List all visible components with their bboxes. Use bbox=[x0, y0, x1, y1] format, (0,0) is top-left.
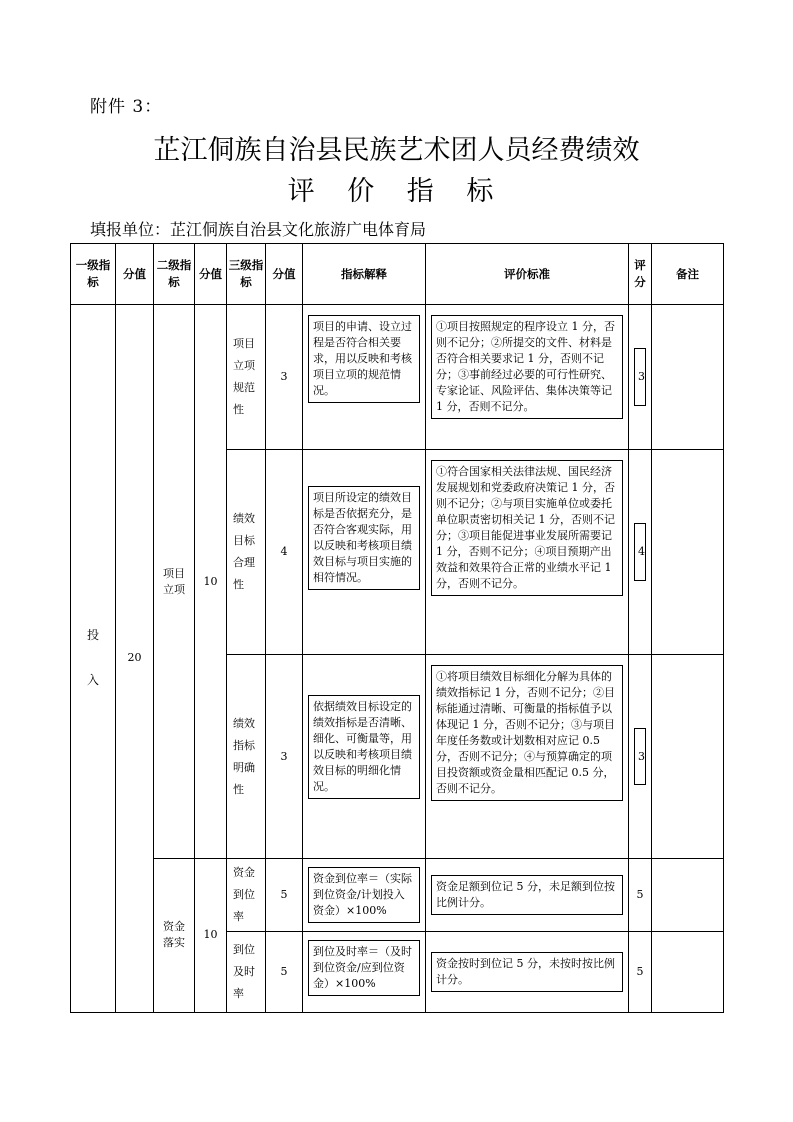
lv3-cell: 项目立项规范性 bbox=[227, 305, 266, 450]
fill-unit: 填报单位：芷江侗族自治县文化旅游广电体育局 bbox=[90, 220, 427, 239]
lv1-cell: 投 入 bbox=[71, 305, 116, 1013]
score-cell: 5 bbox=[266, 859, 303, 932]
remark-cell bbox=[652, 655, 724, 859]
rating-cell: 5 bbox=[629, 931, 652, 1012]
table-row bbox=[71, 305, 724, 450]
header-score3: 分值 bbox=[266, 244, 303, 305]
criteria-cell bbox=[426, 655, 629, 859]
lv2-cell: 项目立项 bbox=[154, 305, 195, 859]
remark-cell bbox=[652, 931, 724, 1012]
page-subtitle: 评 价 指 标 bbox=[287, 176, 506, 207]
evaluation-table bbox=[70, 243, 724, 1013]
remark-cell bbox=[652, 450, 724, 655]
criteria-text: 资金按时到位记 5 分，未按时按比例计分。 bbox=[431, 952, 623, 992]
header-row bbox=[71, 244, 724, 305]
score-cell: 5 bbox=[266, 931, 303, 1012]
header-explain: 指标解释 bbox=[303, 244, 426, 305]
attachment-label: 附件 3： bbox=[90, 97, 163, 117]
lv1-score-cell: 20 bbox=[116, 305, 154, 1013]
lv3-cell: 到位及时率 bbox=[227, 931, 266, 1012]
header-score2: 分值 bbox=[195, 244, 227, 305]
explain-cell bbox=[303, 859, 426, 932]
header-lv2: 二级指标 bbox=[154, 244, 195, 305]
rating-text: 3 bbox=[634, 348, 646, 406]
rating-text: 4 bbox=[634, 523, 646, 581]
table-row bbox=[71, 859, 724, 932]
rating-cell bbox=[629, 305, 652, 450]
explain-cell bbox=[303, 450, 426, 655]
header-rating: 评分 bbox=[629, 244, 652, 305]
explain-cell bbox=[303, 655, 426, 859]
criteria-cell bbox=[426, 931, 629, 1012]
criteria-text: 资金足额到位记 5 分，未足额到位按比例计分。 bbox=[431, 875, 623, 915]
score-cell: 3 bbox=[266, 305, 303, 450]
explain-text: 项目的申请、设立过程是否符合相关要求，用以反映和考核项目立项的规范情况。 bbox=[308, 315, 420, 403]
criteria-text: ①符合国家相关法律法规、国民经济发展规划和党委政府决策记 1 分，否则不记分；②与项目实施单位或委托单位职责密切相关记 1 分，否则不记分；③项目能促进事业发展所需要记 1 分，否则不记分；④项目预期产出效益和效果符合正常的业绩水平记 1 分，否则不记分。 bbox=[431, 460, 623, 596]
criteria-text: ①项目按照规定的程序设立 1 分，否则不记分；②所提交的文件、材料是否符合相关要求记 1 分，否则不记分；③事前经过必要的可行性研究、专家论证、风险评估、集体决策等记 1 分，否则不记分。 bbox=[431, 315, 623, 419]
score-cell: 3 bbox=[266, 655, 303, 859]
remark-cell bbox=[652, 859, 724, 932]
criteria-cell bbox=[426, 450, 629, 655]
rating-cell: 5 bbox=[629, 859, 652, 932]
lv2-cell: 资金落实 bbox=[154, 859, 195, 1013]
explain-text: 资金到位率＝（实际到位资金/计划投入资金）×100% bbox=[308, 867, 420, 923]
lv3-cell: 绩效指标明确性 bbox=[227, 655, 266, 859]
explain-text: 项目所设定的绩效目标是否依据充分，是否符合客观实际，用以反映和考核项目绩效目标与项目实施的相符情况。 bbox=[308, 486, 420, 590]
header-criteria: 评价标准 bbox=[426, 244, 629, 305]
explain-text: 依据绩效目标设定的绩效指标是否清晰、细化、可衡量等，用以反映和考核项目绩效目标的明细化情况。 bbox=[308, 695, 420, 799]
header-score1: 分值 bbox=[116, 244, 154, 305]
score-cell: 4 bbox=[266, 450, 303, 655]
header-lv3: 三级指标 bbox=[227, 244, 266, 305]
explain-cell bbox=[303, 931, 426, 1012]
criteria-text: ①将项目绩效目标细化分解为具体的绩效指标记 1 分，否则不记分；②目标能通过清晰、可衡量的指标值予以体现记 1 分，否则不记分；③与项目年度任务数或计划数相对应记 0.5 分，否则不记分；④与预算确定的项目投资额或资金量相匹配记 0.5 分，否则不记分。 bbox=[431, 665, 623, 801]
explain-text: 到位及时率＝（及时到位资金/应到位资金）×100% bbox=[308, 940, 420, 996]
criteria-cell bbox=[426, 859, 629, 932]
lv2-score-cell: 10 bbox=[195, 305, 227, 859]
explain-cell bbox=[303, 305, 426, 450]
rating-text: 3 bbox=[634, 728, 646, 786]
lv3-cell: 绩效目标合理性 bbox=[227, 450, 266, 655]
lv2-score-cell: 10 bbox=[195, 859, 227, 1013]
header-lv1: 一级指标 bbox=[71, 244, 116, 305]
lv3-cell: 资金到位率 bbox=[227, 859, 266, 932]
criteria-cell bbox=[426, 305, 629, 450]
rating-cell bbox=[629, 655, 652, 859]
page-title: 芷江侗族自治县民族艺术团人员经费绩效 bbox=[153, 135, 640, 166]
remark-cell bbox=[652, 305, 724, 450]
rating-cell bbox=[629, 450, 652, 655]
header-remark: 备注 bbox=[652, 244, 724, 305]
